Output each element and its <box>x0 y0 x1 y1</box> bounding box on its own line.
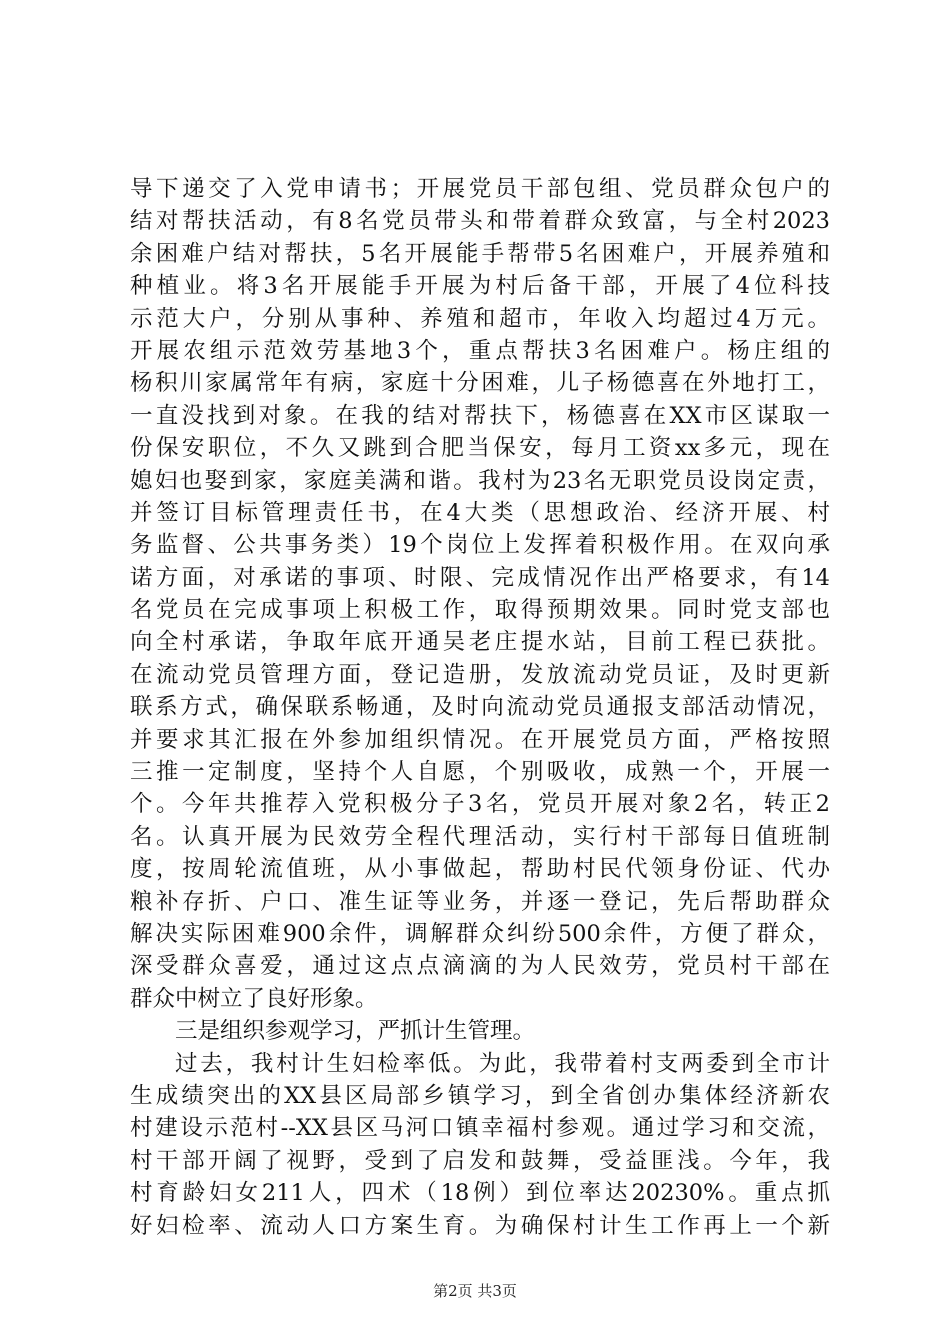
text-line: 深受群众喜爱，通过这点点滴滴的为人民效劳，党员村干部在 <box>130 953 830 980</box>
text-line: 份保安职位，不久又跳到合肥当保安，每月工资xx多元，现在 <box>130 435 830 462</box>
text-line: 开展农组示范效劳基地3个，重点帮扶3名困难户。杨庄组的 <box>130 337 830 364</box>
text-line: 解决实际困难900余件，调解群众纠纷500余件，方便了群众， <box>130 920 830 947</box>
text-line: 余困难户结对帮扶，5名开展能手帮带5名困难户，开展养殖和 <box>130 240 830 267</box>
text-line: 导下递交了入党申请书；开展党员干部包组、党员群众包户的 <box>130 176 830 202</box>
text-line: 种植业。将3名开展能手开展为村后备干部，开展了4位科技 <box>130 273 830 300</box>
text-line: 村育龄妇女211人，四术（18例）到位率达20230%。重点抓 <box>130 1180 830 1207</box>
text-line: 务监督、公共事务类）19个岗位上发挥着积极作用。在双向承 <box>130 532 830 559</box>
document-body <box>130 173 830 1242</box>
text-line: 在流动党员管理方面，登记造册，发放流动党员证，及时更新 <box>130 661 830 688</box>
text-line: 媳妇也娶到家，家庭美满和谐。我村为23名无职党员设岗定责， <box>130 467 830 494</box>
text-line: 结对帮扶活动，有8名党员带头和带着群众致富，与全村2023 <box>130 208 830 235</box>
text-line: 村干部开阔了视野，受到了启发和鼓舞，受益匪浅。今年，我 <box>130 1147 830 1174</box>
section-heading: 三是组织参观学习，严抓计生管理。 <box>175 1018 536 1045</box>
text-line: 个。今年共推荐入党积极分子3名，党员开展对象2名，转正2 <box>130 791 830 818</box>
paragraph-start-line: 过去，我村计生妇检率低。为此，我带着村支两委到全市计 <box>175 1050 830 1077</box>
text-line: 名。认真开展为民效劳全程代理活动，实行村干部每日值班制 <box>130 823 830 850</box>
paragraph-end-line: 群众中树立了良好形象。 <box>130 985 378 1012</box>
page-footer <box>0 1281 950 1301</box>
text-line: 向全村承诺，争取年底开通吴老庄提水站，目前工程已获批。 <box>130 629 830 656</box>
text-line: 并签订目标管理责任书，在4大类（思想政治、经济开展、村 <box>130 499 830 526</box>
text-line: 诺方面，对承诺的事项、时限、完成情况作出严格要求，有14 <box>130 564 830 591</box>
page-number-label: 第2页 共3页 <box>433 1282 517 1300</box>
text-line: 三推一定制度，坚持个人自愿，个别吸收，成熟一个，开展一 <box>130 759 830 786</box>
text-line: 联系方式，确保联系畅通，及时向流动党员通报支部活动情况， <box>130 694 830 721</box>
text-line: 一直没找到对象。在我的结对帮扶下，杨德喜在XX市区谋取一 <box>130 402 830 429</box>
text-line: 示范大户，分别从事种、养殖和超市，年收入均超过4万元。 <box>130 305 830 332</box>
text-line: 村建设示范村--XX县区马河口镇幸福村参观。通过学习和交流， <box>130 1115 830 1142</box>
text-line: 粮补存折、户口、准生证等业务，并逐一登记，先后帮助群众 <box>130 888 830 915</box>
text-line: 并要求其汇报在外参加组织情况。在开展党员方面，严格按照 <box>130 726 830 753</box>
text-line: 名党员在完成事项上积极工作，取得预期效果。同时党支部也 <box>130 597 830 624</box>
text-line: 生成绩突出的XX县区局部乡镇学习，到全省创办集体经济新农 <box>130 1082 830 1109</box>
text-line: 度，按周轮流值班，从小事做起，帮助村民代领身份证、代办 <box>130 856 830 883</box>
text-line: 好妇检率、流动人口方案生育。为确保村计生工作再上一个新 <box>130 1212 830 1239</box>
text-line: 杨积川家属常年有病，家庭十分困难，儿子杨德喜在外地打工， <box>130 370 830 397</box>
